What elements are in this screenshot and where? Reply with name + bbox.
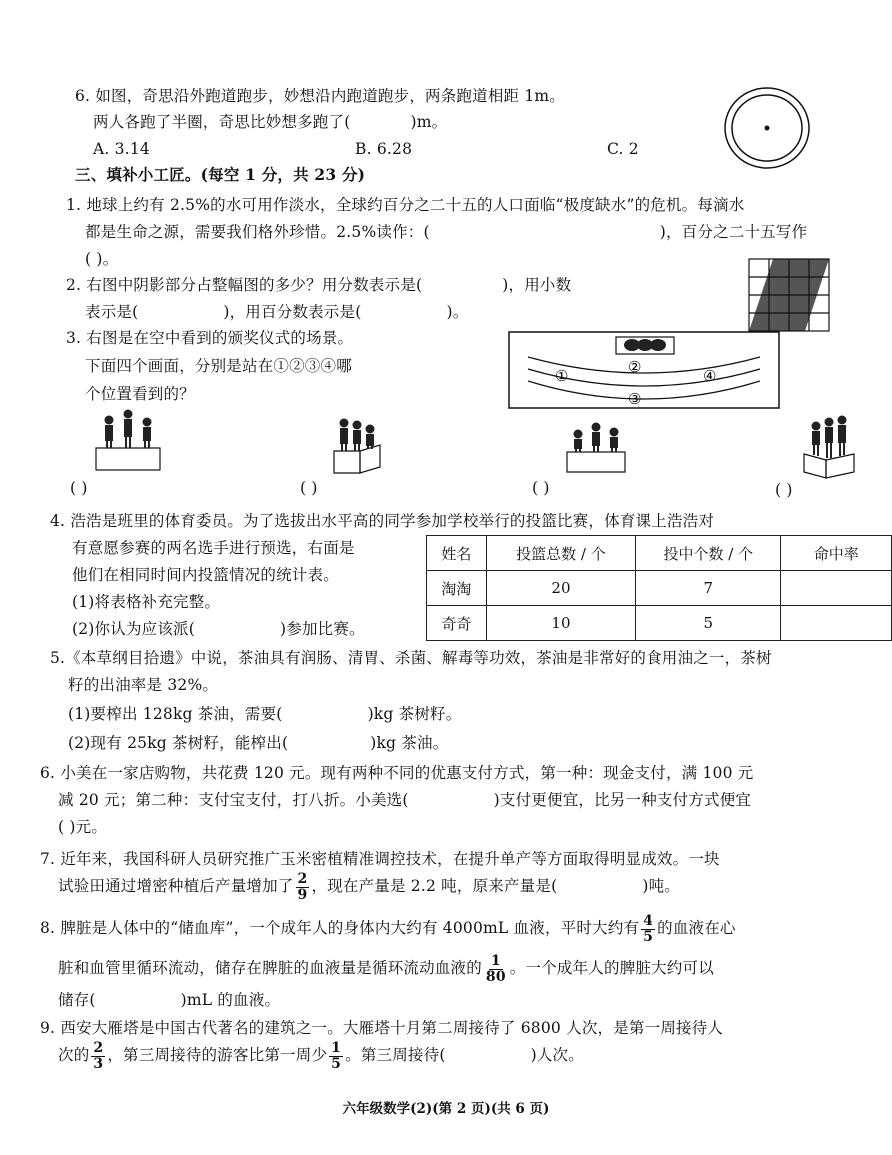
q6-shop-line1: 6. 小美在一家店购物，共花费 120 元。现有两种不同的优惠支付方式，第一种：现金支付，满 100 元 — [40, 764, 754, 782]
fraction — [641, 914, 655, 945]
q9-line2 — [58, 1037, 584, 1073]
cell-total: 20 — [486, 571, 635, 606]
cell-name: 奇奇 — [427, 606, 487, 641]
q4-line1: 4. 浩浩是班里的体育委员。为了选拔出水平高的同学参加学校举行的投篮比赛，体育课上浩浩对 — [50, 512, 715, 530]
q5-text-4: )kg 茶油。 — [370, 734, 449, 752]
q7-line2 — [58, 868, 680, 904]
q4-line3: 他们在相同时间内投篮情况的统计表。 — [72, 566, 339, 584]
position-1-label: ① — [555, 367, 569, 385]
q7-text: 试验田通过增密种植后产量增加了 — [58, 877, 294, 895]
fraction-numerator: 2 — [297, 870, 308, 887]
fraction-denominator: 9 — [297, 886, 308, 903]
q8-line2 — [58, 950, 714, 986]
q5-line4 — [68, 733, 448, 753]
q6-option-c[interactable]: C. 2 — [607, 140, 639, 158]
fraction — [484, 954, 508, 985]
q7-line1: 7. 近年来，我国科研人员研究推广玉米密植精准调控技术，在提升单产等方面取得明显成效。一块 — [40, 850, 720, 868]
q1-text: 都是生命之源，需要我们格外珍惜。2.5%读作：( — [85, 223, 430, 241]
table-row — [427, 571, 892, 606]
podium-view-c — [563, 422, 629, 474]
cell-made: 5 — [636, 606, 781, 641]
cell-made: 7 — [636, 571, 781, 606]
fraction-numerator: 4 — [643, 912, 654, 929]
fraction-numerator: 1 — [331, 1039, 342, 1056]
fraction — [329, 1041, 343, 1072]
bleed-through-text — [655, 96, 720, 115]
header-shots-made: 投中个数 / 个 — [636, 536, 781, 571]
q3-line2: 下面四个画面，分别是站在①②③④哪 — [85, 357, 352, 375]
position-4-label: ④ — [703, 367, 717, 385]
q8-line1 — [40, 910, 736, 946]
header-total-shots: 投篮总数 / 个 — [486, 536, 635, 571]
fraction-denominator: 5 — [643, 928, 654, 945]
q2-text: 2. 右图中阴影部分占整幅图的多少？用分数表示是( — [66, 276, 423, 294]
position-2-label: ② — [628, 358, 642, 376]
q5-line2: 籽的出油率是 32%。 — [68, 676, 219, 694]
q8-text: 8. 脾脏是人体中的“储血库”，一个成年人的身体内大约有 4000mL 血液，平时大约有 — [40, 919, 640, 937]
q2-text-5: )。 — [446, 303, 469, 321]
q6-option-b[interactable]: B. 6.28 — [355, 140, 413, 158]
q2-line1 — [66, 275, 571, 295]
q7-text-2: ，现在产量是 2.2 吨，原来产量是( — [311, 877, 558, 895]
fraction-numerator: 1 — [490, 952, 501, 969]
table-header-row — [427, 536, 892, 571]
q9-text: 次的 — [58, 1046, 90, 1064]
q8-text-4: 。一个成年人的脾脏大约可以 — [509, 959, 714, 977]
q2-text-2: )，用小数 — [502, 276, 572, 294]
q8-line3 — [58, 990, 280, 1010]
q2-text-3: 表示是( — [85, 303, 139, 321]
header-name: 姓名 — [427, 536, 487, 571]
q6-track-text: 两人各跑了半圈，奇思比妙想多跑了( — [93, 113, 351, 131]
q1-text-2: )，百分之二十五写作 — [659, 223, 808, 241]
q3-answer-blank-3[interactable]: ( ) — [532, 479, 550, 497]
podium-view-d — [800, 414, 858, 480]
fraction — [91, 1041, 105, 1072]
fraction — [296, 872, 310, 903]
q6-shop-line2 — [58, 790, 751, 810]
cell-hit-rate-input[interactable] — [781, 606, 892, 641]
q4-line5 — [72, 619, 365, 639]
position-3-label: ③ — [628, 390, 642, 408]
shooting-stats-table — [426, 535, 892, 641]
table-row — [427, 606, 892, 641]
q1-line1: 1. 地球上约有 2.5%的水可用作淡水，全球约百分之二十五的人口面临“极度缺水”的危机。每滴水 — [66, 196, 745, 214]
q9-text-3: 。第三周接待( — [345, 1046, 446, 1064]
q8-text-6: )mL 的血液。 — [180, 991, 281, 1009]
q9-text-4: )人次。 — [530, 1046, 584, 1064]
q6-track-line2 — [93, 112, 447, 132]
q8-text-2: 的血液在心 — [657, 919, 736, 937]
q6-shop-text: 减 20 元；第二种：支付宝支付，打八折。小美选( — [58, 791, 409, 809]
q8-text-5: 储存( — [58, 991, 96, 1009]
q2-line2 — [85, 302, 468, 322]
q3-answer-blank-4[interactable]: ( ) — [775, 481, 793, 499]
q5-text: (1)要榨出 128kg 茶油，需要( — [68, 705, 283, 723]
section-title: 三、填补小工匠。(每空 1 分，共 23 分) — [75, 165, 366, 184]
cell-total: 10 — [486, 606, 635, 641]
track-circle-figure — [722, 86, 812, 170]
podium-view-b — [330, 415, 386, 475]
q6-track-line1: 6. 如图，奇思沿外跑道跑步，妙想沿内跑道跑步，两条跑道相距 1m。 — [75, 87, 566, 105]
cell-name: 淘淘 — [427, 571, 487, 606]
q4-line4: (1)将表格补充完整。 — [72, 593, 221, 611]
q4-line2: 有意愿参赛的两名选手进行预选，右面是 — [72, 539, 355, 557]
q3-answer-blank-1[interactable]: ( ) — [70, 479, 88, 497]
podium-view-a — [92, 408, 164, 472]
q4-text-2: )参加比赛。 — [280, 620, 365, 638]
q2-text-4: )，用百分数表示是( — [223, 303, 362, 321]
q9-text-2: ，第三周接待的游客比第一周少 — [107, 1046, 328, 1064]
fraction-numerator: 2 — [93, 1039, 104, 1056]
q1-line3[interactable]: ( )。 — [85, 250, 119, 268]
q5-text-3: (2)现有 25kg 茶树籽，能榨出( — [68, 734, 289, 752]
q7-text-3: )吨。 — [642, 877, 680, 895]
q6-shop-line3[interactable]: ( )元。 — [58, 818, 108, 836]
award-ceremony-scene — [508, 331, 780, 409]
q1-line2 — [85, 222, 807, 242]
q5-line1: 5.《本草纲目拾遗》中说，茶油具有润肠、清胃、杀菌、解毒等功效，茶油是非常好的食用油之一，茶树 — [50, 649, 772, 667]
shaded-grid-figure — [747, 257, 831, 333]
q6-option-a[interactable]: A. 3.14 — [93, 140, 150, 158]
q5-line3 — [68, 704, 461, 724]
page-footer: 六年级数学(2)(第 2 页)(共 6 页) — [342, 1101, 550, 1117]
fraction-denominator: 3 — [93, 1055, 104, 1072]
q6-track-end: )m。 — [410, 113, 448, 131]
q3-line1: 3. 右图是在空中看到的颁奖仪式的场景。 — [66, 329, 354, 347]
q9-line1: 9. 西安大雁塔是中国古代著名的建筑之一。大雁塔十月第二周接待了 6800 人次，是第一周接待人 — [40, 1019, 724, 1037]
q8-text-3: 脏和血管里循环流动，储存在脾脏的血液量是循环流动血液的 — [58, 959, 482, 977]
header-hit-rate: 命中率 — [781, 536, 892, 571]
q3-answer-blank-2[interactable]: ( ) — [300, 479, 318, 497]
fraction-denominator: 80 — [485, 968, 506, 985]
cell-hit-rate-input[interactable] — [781, 571, 892, 606]
q6-shop-text-2: )支付更便宜，比另一种支付方式便宜 — [493, 791, 752, 809]
q4-text: (2)你认为应该派( — [72, 620, 196, 638]
q5-text-2: )kg 茶树籽。 — [367, 705, 462, 723]
fraction-denominator: 5 — [331, 1055, 342, 1072]
q3-line3: 个位置看到的？ — [85, 385, 195, 403]
